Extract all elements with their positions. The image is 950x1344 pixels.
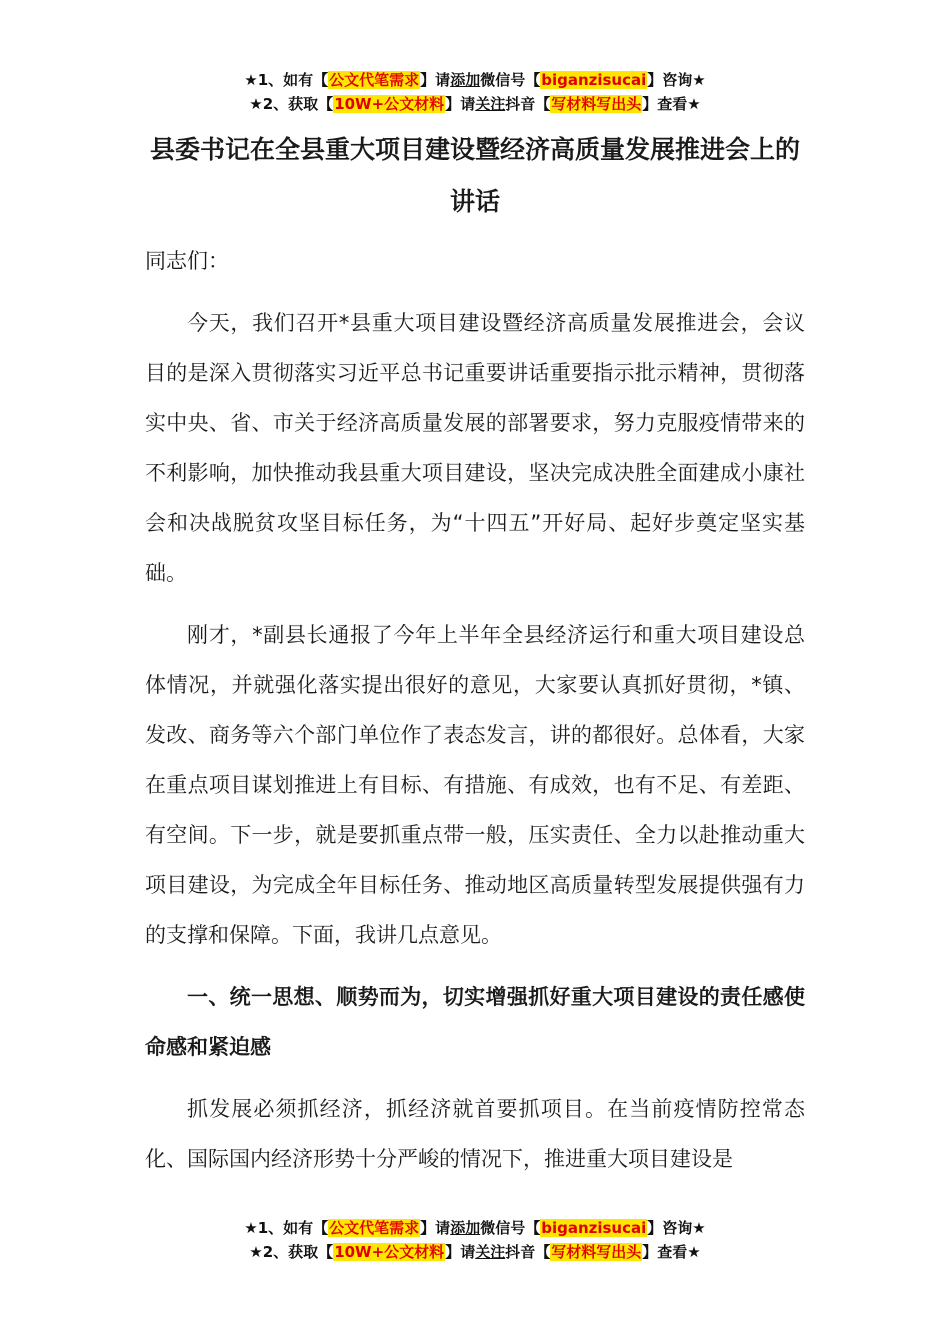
banner-underline: 关注: [475, 95, 506, 113]
banner-text: 微信号【: [480, 1219, 541, 1237]
banner-highlight: 写材料写出头: [551, 95, 642, 113]
banner-text: ★2、获取【: [249, 95, 334, 113]
banner-underline: 添加: [450, 1219, 481, 1237]
banner-text: 】请: [445, 95, 476, 113]
banner-text: 】查看★: [642, 95, 701, 113]
banner-highlight: 公文代笔需求: [329, 1219, 420, 1237]
banner-highlight: biganzisucai: [541, 1219, 647, 1237]
banner-highlight: 写材料写出头: [551, 1243, 642, 1261]
banner-highlight: biganzisucai: [541, 71, 647, 89]
section-heading: 一、统一思想、顺势而为，切实增强抓好重大项目建设的责任感使命感和紧迫感: [145, 985, 805, 1059]
document-body: [145, 236, 805, 1196]
banner-underline: 添加: [450, 71, 481, 89]
banner-text: 】请: [445, 1243, 476, 1261]
banner-text: 】请: [420, 1219, 451, 1237]
banner-highlight: 公文代笔需求: [329, 71, 420, 89]
banner-highlight: 10W+公文材料: [334, 95, 445, 113]
banner-text: 】请: [420, 71, 451, 89]
banner-line-2: [0, 92, 950, 116]
banner-text: ★2、获取【: [249, 1243, 334, 1261]
banner-text: ★1、如有【: [244, 71, 329, 89]
footer-banner: [0, 1216, 950, 1264]
paragraph: 刚才，*副县长通报了今年上半年全县经济运行和重大项目建设总体情况，并就强化落实提出很好的意见，大家要认真抓好贯彻，*镇、发改、商务等六个部门单位作了表态发言，讲的都很好。总体看，大家在重点项目谋划推进上有目标、有措施、有成效，也有不足、有差距、有空间。下一步，就是要抓重点带一般，压实责任、全力以赴推动重大项目建设，为完成全年目标任务、推动地区高质量转型发展提供强有力的支撑和保障。下面，我讲几点意见。: [145, 623, 805, 947]
banner-line-1: [0, 1216, 950, 1240]
banner-text: 抖音【: [505, 1243, 551, 1261]
salutation: 同志们：: [145, 249, 229, 273]
document-title: 县委书记在全县重大项目建设暨经济高质量发展推进会上的讲话: [149, 135, 800, 216]
banner-underline: 关注: [475, 1243, 506, 1261]
paragraph: 今天，我们召开*县重大项目建设暨经济高质量发展推进会，会议目的是深入贯彻落实习近平总书记重要讲话重要指示批示精神，贯彻落实中央、省、市关于经济高质量发展的部署要求，努力克服疫情带来的不利影响，加快推动我县重大项目建设，坚决完成决胜全面建成小康社会和决战脱贫攻坚目标任务，为“十四五”开好局、起好步奠定坚实基础。: [145, 311, 805, 585]
paragraph: 抓发展必须抓经济，抓经济就首要抓项目。在当前疫情防控常态化、国际国内经济形势十分严峻的情况下，推进重大项目建设是: [145, 1097, 805, 1171]
banner-text: ★1、如有【: [244, 1219, 329, 1237]
banner-text: 】咨询★: [647, 71, 706, 89]
banner-line-1: [0, 68, 950, 92]
banner-text: 】查看★: [642, 1243, 701, 1261]
banner-line-2: [0, 1240, 950, 1264]
header-banner: [0, 68, 950, 116]
banner-highlight: 10W+公文材料: [334, 1243, 445, 1261]
banner-text: 抖音【: [505, 95, 551, 113]
banner-text: 】咨询★: [647, 1219, 706, 1237]
banner-text: 微信号【: [480, 71, 541, 89]
